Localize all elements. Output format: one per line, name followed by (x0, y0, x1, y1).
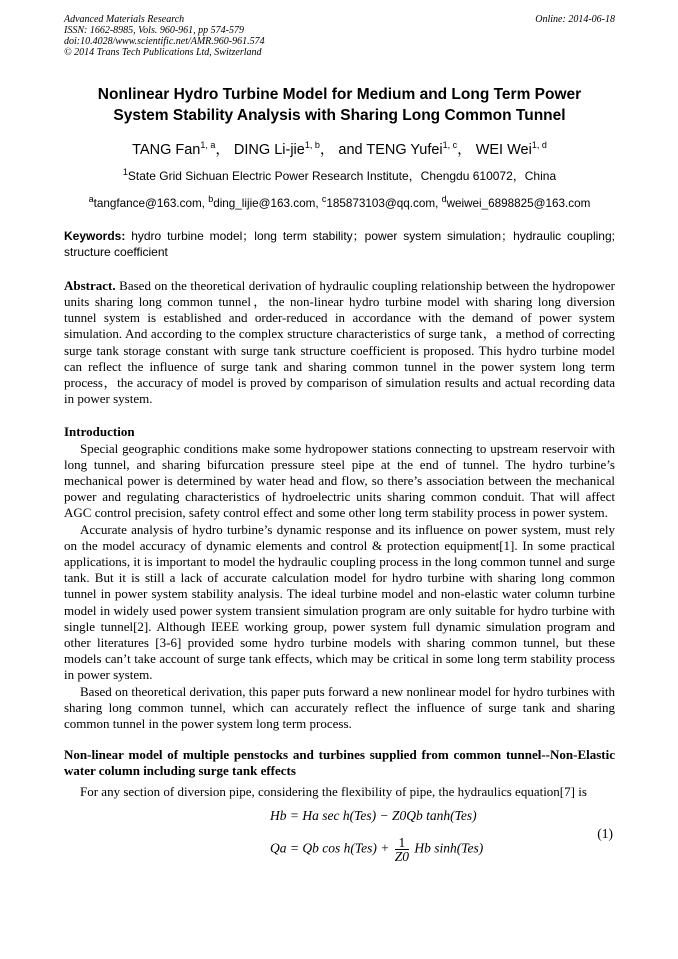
title-line-1: Nonlinear Hydro Turbine Model for Medium and Long Term Power (97, 86, 582, 103)
abstract (64, 278, 615, 408)
author-2: DING Li-jie (233, 141, 305, 158)
copyright: © 2014 Trans Tech Publications Ltd, Switzerland (64, 47, 262, 58)
equation-line-2-left: Qa = Qb cos h(Tes) + (270, 840, 390, 856)
email-a-sup: a (88, 193, 94, 204)
affiliation (64, 167, 615, 184)
author-3: TENG Yufei (366, 141, 443, 158)
email-b-sup: b (208, 193, 214, 204)
equation-line-2 (270, 836, 483, 863)
section-heading-introduction: Introduction (64, 424, 135, 440)
fraction-numerator: 1 (395, 836, 409, 850)
equation-line-1: Hb = Ha sec h(Tes) − Z0Qb tanh(Tes) (270, 807, 477, 823)
author-3-sup: 1, c (442, 140, 458, 150)
author-list (64, 136, 615, 159)
author-4: WEI Wei (475, 141, 532, 158)
equation-line-2-right: Hb sinh(Tes) (414, 840, 484, 856)
keywords-label: Keywords: (64, 228, 126, 243)
equation-fraction (395, 836, 409, 863)
online-date: Online: 2014-06-18 (535, 14, 615, 25)
issn: ISSN: 1662-8985, Vols. 960-961, pp 574-579 (64, 25, 244, 36)
abstract-text: Based on the theoretical derivation of hydraulic coupling relationship between the hydropower units sharing long common tunnel，the non-linear hydro turbine model with sharing long diversion tunnel system is established and order-reduced in accordance with the demand of power system simulation. And according to the complex structure characteristics of surge tank，a method of correcting surge tank storage constant with surge tank structure coefficient is proposed. This hydro turbine model can reflect the influence of surge tank and sharing common tunnel in the power system long term process，the accuracy of model is proved by comparison of simulation results and actual recording data in power system. (64, 277, 615, 407)
keywords (64, 228, 615, 260)
paragraph: Based on theoretical derivation, this paper puts forward a new nonlinear model for hydro turbines with sharing long common tunnel, which can accurately reflect the influence of surge tank and sharing common tunnel in the power system long term process. (64, 683, 615, 731)
affiliation-sup: 1 (122, 166, 128, 177)
author-1: TANG Fan (132, 141, 201, 158)
fraction-denominator: Z0 (394, 848, 409, 864)
author-1-sup: 1, a (200, 140, 216, 150)
page (64, 14, 615, 872)
email-d[interactable]: weiwei_6898825@163.com (446, 196, 591, 210)
introduction-body (64, 441, 615, 733)
affiliation-text: State Grid Sichuan Electric Power Research Institute，Chengdu 610072，China (127, 168, 557, 183)
paragraph: Accurate analysis of hydro turbine’s dynamic response and its influence on power system, must rely on the model accuracy of dynamic elements and control & protection equipment[1]. In some practical applications, it is important to model the hydraulic coupling process in the long common tunnel and surge tank. But it is still a lack of accurate calculation model for hydro turbine with sharing long common tunnel in power system stability analysis. The ideal turbine model and non-elastic water column turbine model in widely used power system transient simulation program are only suitable for hydro turbine with single tunnel[2]. Although IEEE working group, power system full dynamic simulation program and other literatures [3-6] provided some hydro turbine models with sharing common tunnel, but these models can’t take account of surge tank effects, which may be critical in some long term stability process in power system. (64, 521, 615, 683)
paper-title (64, 84, 615, 126)
email-a[interactable]: tangfance@163.com, (93, 196, 209, 210)
keywords-text: hydro turbine model；long term stability；power system simulation；hydraulic coupling; structure coefficient (64, 228, 615, 259)
equation-1 (64, 808, 615, 872)
equation-number: (1) (597, 825, 613, 841)
email-list (64, 194, 615, 210)
email-b[interactable]: ding_lijie@163.com, (213, 196, 322, 210)
doi: doi:10.4028/www.scientific.net/AMR.960-961.574 (64, 36, 265, 47)
author-separator: ， (319, 141, 335, 158)
email-c-sup: c (321, 193, 327, 204)
author-2-sup: 1, b (304, 140, 320, 150)
email-d-sup: d (441, 193, 447, 204)
journal-name: Advanced Materials Research (64, 14, 185, 25)
journal-header (64, 14, 615, 58)
author-and: and (338, 141, 363, 158)
paragraph: For any section of diversion pipe, considering the flexibility of pipe, the hydraulics equation[7] is (80, 783, 587, 799)
email-c[interactable]: 185873103@qq.com, (326, 196, 442, 210)
abstract-label: Abstract. (64, 277, 116, 293)
author-separator: ， (457, 141, 472, 158)
paragraph: Special geographic conditions make some hydropower stations connecting to upstream reservoir with long tunnel, and sharing bifurcation pressure steel pipe at the end of tunnel. The hydro turbine’s mechanical power is determined by water head and flow, so there’s association between the mechanical power and regulating characteristics of hydroelectric units sharing common conduit. That will affect AGC control precision, safety control effect and some other long term stability process in power system. (64, 440, 615, 521)
author-4-sup: 1, d (531, 140, 547, 150)
section-heading-nonlinear-model: Non-linear model of multiple penstocks and turbines supplied from common tunnel--Non-Elastic water column including surge tank effects (64, 747, 615, 779)
section2-body (64, 784, 615, 800)
author-separator: ， (215, 141, 230, 158)
title-line-2: System Stability Analysis with Sharing Long Common Tunnel (113, 107, 566, 124)
